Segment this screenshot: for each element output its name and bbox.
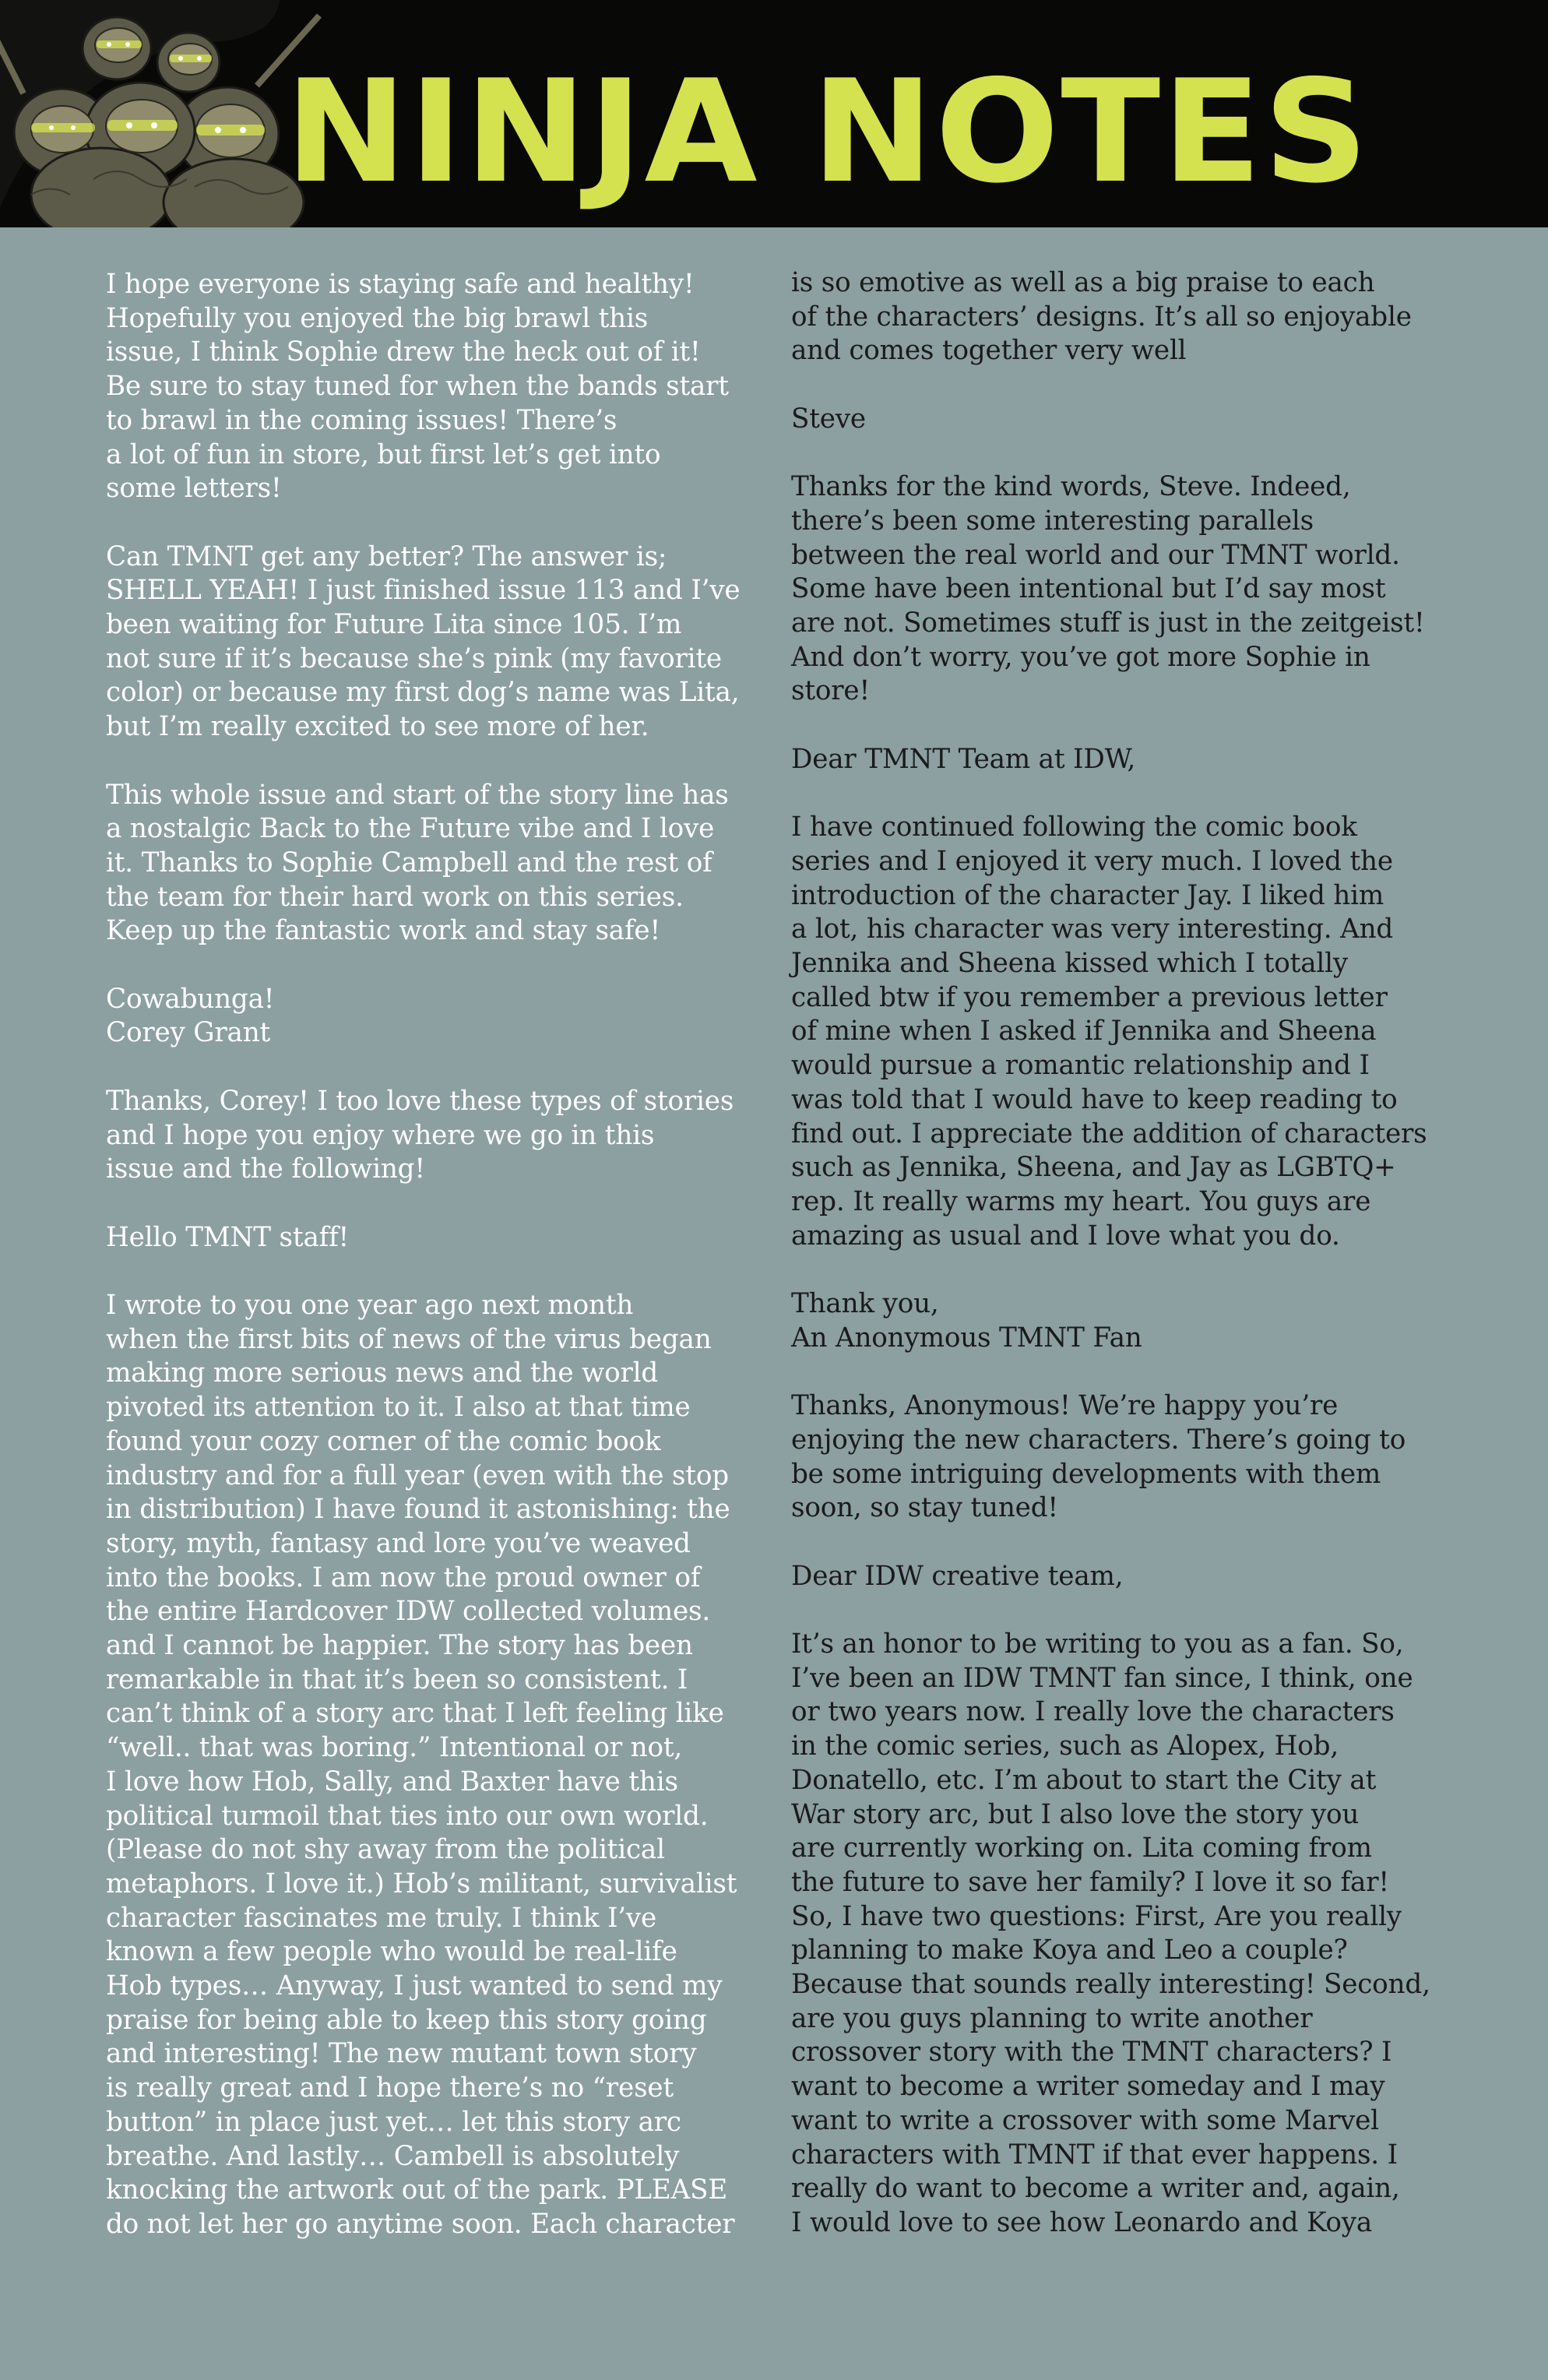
text-line: Corey Grant xyxy=(106,1017,271,1049)
letter-paragraph xyxy=(791,743,1469,777)
text-line: War story arc, but I also love the story you xyxy=(791,1798,1360,1830)
text-line: want to become a writer someday and I may xyxy=(791,2071,1385,2103)
letter-paragraph xyxy=(106,983,783,1051)
text-line: industry and for a full year (even with the stop xyxy=(106,1459,729,1491)
text-line: introduction of the character Jay. I liked him xyxy=(791,879,1384,911)
text-line: of mine when I asked if Jennika and Sheena xyxy=(791,1016,1377,1047)
text-line: and interesting! The new mutant town story xyxy=(106,2038,697,2070)
text-line: be some intriguing developments with them xyxy=(791,1458,1381,1490)
text-line: Thank you, xyxy=(791,1288,939,1320)
text-line: are not. Sometimes stuff is just in the zeitgeist! xyxy=(791,607,1425,639)
text-line: Keep up the fantastic work and stay safe! xyxy=(106,915,660,947)
text-line: such as Jennika, Sheena, and Jay as LGBTQ+ xyxy=(791,1152,1396,1184)
header-banner xyxy=(0,0,1548,227)
text-line: and I hope you enjoy where we go in this xyxy=(106,1119,655,1151)
text-line: praise for being able to keep this story going xyxy=(106,2004,707,2036)
text-line: Thanks, Anonymous! We’re happy you’re xyxy=(791,1390,1339,1422)
text-line: enjoying the new characters. There’s going to xyxy=(791,1424,1406,1456)
text-line: Hob types… Anyway, I just wanted to send my xyxy=(106,1970,723,2002)
text-line: was told that I would have to keep reading to xyxy=(791,1083,1398,1115)
text-line: knocking the artwork out of the park. PLEASE xyxy=(106,2174,728,2206)
text-line: some letters! xyxy=(106,473,282,505)
left-letters-column xyxy=(106,268,783,2242)
text-line: planning to make Koya and Leo a couple? xyxy=(791,1935,1348,1966)
text-line: a lot, his character was very interesting. And xyxy=(791,914,1394,945)
text-line: find out. I appreciate the addition of characters xyxy=(791,1118,1427,1150)
text-line: Thanks for the kind words, Steve. Indeed, xyxy=(791,471,1351,503)
text-line: An Anonymous TMNT Fan xyxy=(791,1322,1142,1354)
letter-paragraph xyxy=(106,779,783,949)
letter-paragraph xyxy=(106,1289,783,2242)
text-line: Hopefully you enjoyed the big brawl this xyxy=(106,302,649,334)
letter-paragraph xyxy=(791,470,1469,709)
text-line: remarkable in that it’s been so consistent. I xyxy=(106,1664,688,1695)
letter-paragraph xyxy=(106,1085,783,1187)
text-line: rep. It really warms my heart. You guys are xyxy=(791,1185,1371,1217)
text-line: can’t think of a story arc that I left feeling like xyxy=(106,1698,724,1730)
text-line: it. Thanks to Sophie Campbell and the rest of xyxy=(106,847,712,878)
page-title: NINJA NOTES xyxy=(285,49,1370,214)
text-line: I have continued following the comic book xyxy=(791,812,1357,843)
letter-paragraph xyxy=(106,268,783,506)
text-line: Jennika and Sheena kissed which I totally xyxy=(791,948,1348,979)
text-line: between the real world and our TMNT world. xyxy=(791,539,1400,571)
text-line: color) or because my first dog’s name was Lita, xyxy=(106,677,740,709)
text-line: a nostalgic Back to the Future vibe and I love xyxy=(106,813,715,845)
letter-paragraph xyxy=(791,1628,1469,2241)
text-line: known a few people who would be real-life xyxy=(106,1936,677,1968)
letter-paragraph xyxy=(106,540,783,745)
text-line: or two years now. I really love the characters xyxy=(791,1696,1395,1728)
text-line: found your cozy corner of the comic book xyxy=(106,1425,661,1457)
text-line: crossover story with the TMNT characters? I xyxy=(791,2037,1392,2068)
text-line: So, I have two questions: First, Are you really xyxy=(791,1900,1402,1932)
text-line: been waiting for Future Lita since 105. I’m xyxy=(106,609,682,641)
text-line: It’s an honor to be writing to you as a fan. So, xyxy=(791,1628,1404,1660)
text-line: breathe. And lastly… Cambell is absolutely xyxy=(106,2140,680,2172)
text-line: Can TMNT get any better? The answer is; xyxy=(106,540,667,572)
text-line: Donatello, etc. I’m about to start the City at xyxy=(791,1764,1377,1796)
text-line: And don’t worry, you’ve got more Sophie in xyxy=(791,641,1370,673)
text-line: do not let her go anytime soon. Each character xyxy=(106,2208,735,2240)
text-line: really do want to become a writer and, again, xyxy=(791,2173,1400,2205)
text-line: a lot of fun in store, but first let’s get into xyxy=(106,438,661,470)
text-line: of the characters’ designs. It’s all so enjoyable xyxy=(791,301,1412,333)
text-line: into the books. I am now the proud owner of xyxy=(106,1561,701,1593)
text-line: and comes together very well xyxy=(791,335,1187,367)
text-line: button” in place just yet… let this story arc xyxy=(106,2106,681,2138)
text-line: issue and the following! xyxy=(106,1153,425,1185)
text-line: metaphors. I love it.) Hob’s militant, survivalist xyxy=(106,1868,737,1899)
text-line: Dear TMNT Team at IDW, xyxy=(791,743,1136,775)
text-line: story, myth, fantasy and lore you’ve weaved xyxy=(106,1527,691,1559)
text-line: political turmoil that ties into our own world. xyxy=(106,1800,709,1832)
letter-paragraph xyxy=(791,1560,1469,1594)
text-line: in the comic series, such as Alopex, Hob, xyxy=(791,1730,1339,1762)
text-line: store! xyxy=(791,675,870,707)
text-line: not sure if it’s because she’s pink (my favorite xyxy=(106,643,722,674)
text-line: there’s been some interesting parallels xyxy=(791,505,1314,537)
text-line: I would love to see how Leonardo and Koya xyxy=(791,2206,1373,2238)
text-line: Thanks, Corey! I too love these types of stories xyxy=(106,1085,734,1117)
letter-paragraph xyxy=(791,1287,1469,1355)
letter-paragraph xyxy=(791,403,1469,437)
text-line: when the first bits of news of the virus began xyxy=(106,1323,712,1355)
text-line: are you guys planning to write another xyxy=(791,2002,1313,2034)
letter-paragraph xyxy=(791,1389,1469,1526)
text-line: is so emotive as well as a big praise to each xyxy=(791,267,1375,298)
text-line: (Please do not shy away from the political xyxy=(106,1834,665,1866)
letter-paragraph xyxy=(791,811,1469,1253)
text-line: pivoted its attention to it. I also at that time xyxy=(106,1392,691,1424)
turtles-illustration-icon xyxy=(0,0,327,227)
letter-paragraph xyxy=(791,266,1469,368)
text-line: would pursue a romantic relationship and I xyxy=(791,1050,1370,1082)
text-line: in distribution) I have found it astonishing: the xyxy=(106,1494,730,1526)
text-line: character fascinates me truly. I think I’ve xyxy=(106,1902,657,1934)
text-line: making more serious news and the world xyxy=(106,1357,659,1389)
text-line: the future to save her family? I love it so far! xyxy=(791,1866,1389,1898)
text-line: Some have been intentional but I’d say most xyxy=(791,573,1386,605)
text-line: called btw if you remember a previous letter xyxy=(791,981,1388,1013)
text-line: amazing as usual and I love what you do. xyxy=(791,1220,1340,1252)
text-line: to brawl in the coming issues! There’s xyxy=(106,404,617,436)
text-line: issue, I think Sophie drew the heck out of it! xyxy=(106,336,701,368)
text-line: Cowabunga! xyxy=(106,983,275,1015)
text-line: SHELL YEAH! I just finished issue 113 and I’ve xyxy=(106,575,741,607)
text-line: is really great and I hope there’s no “reset xyxy=(106,2072,674,2104)
text-line: This whole issue and start of the story line has xyxy=(106,779,729,811)
text-line: Because that sounds really interesting! Second, xyxy=(791,1969,1430,2001)
text-line: the team for their hard work on this series. xyxy=(106,881,684,913)
text-line: the entire Hardcover IDW collected volumes. xyxy=(106,1596,711,1628)
text-line: want to write a crossover with some Marvel xyxy=(791,2104,1379,2136)
text-line: soon, so stay tuned! xyxy=(791,1492,1058,1524)
text-line: “well.. that was boring.” Intentional or not, xyxy=(106,1732,683,1764)
text-line: I hope everyone is staying safe and healthy! xyxy=(106,269,695,300)
letter-paragraph xyxy=(106,1221,783,1255)
right-letters-column xyxy=(791,266,1469,2241)
text-line: Steve xyxy=(791,403,866,435)
text-line: characters with TMNT if that ever happens. I xyxy=(791,2139,1398,2171)
text-line: Hello TMNT staff! xyxy=(106,1221,350,1253)
text-line: are currently working on. Lita coming from xyxy=(791,1833,1372,1864)
text-line: I’ve been an IDW TMNT fan since, I think, one xyxy=(791,1662,1413,1694)
text-line: series and I enjoyed it very much. I loved the xyxy=(791,845,1393,877)
text-line: but I’m really excited to see more of her. xyxy=(106,711,649,743)
text-line: I wrote to you one year ago next month xyxy=(106,1290,634,1321)
text-line: Dear IDW creative team, xyxy=(791,1560,1124,1592)
text-line: I love how Hob, Sally, and Baxter have this xyxy=(106,1766,678,1797)
text-line: and I cannot be happier. The story has been xyxy=(106,1630,693,1662)
text-line: Be sure to stay tuned for when the bands start xyxy=(106,371,729,403)
